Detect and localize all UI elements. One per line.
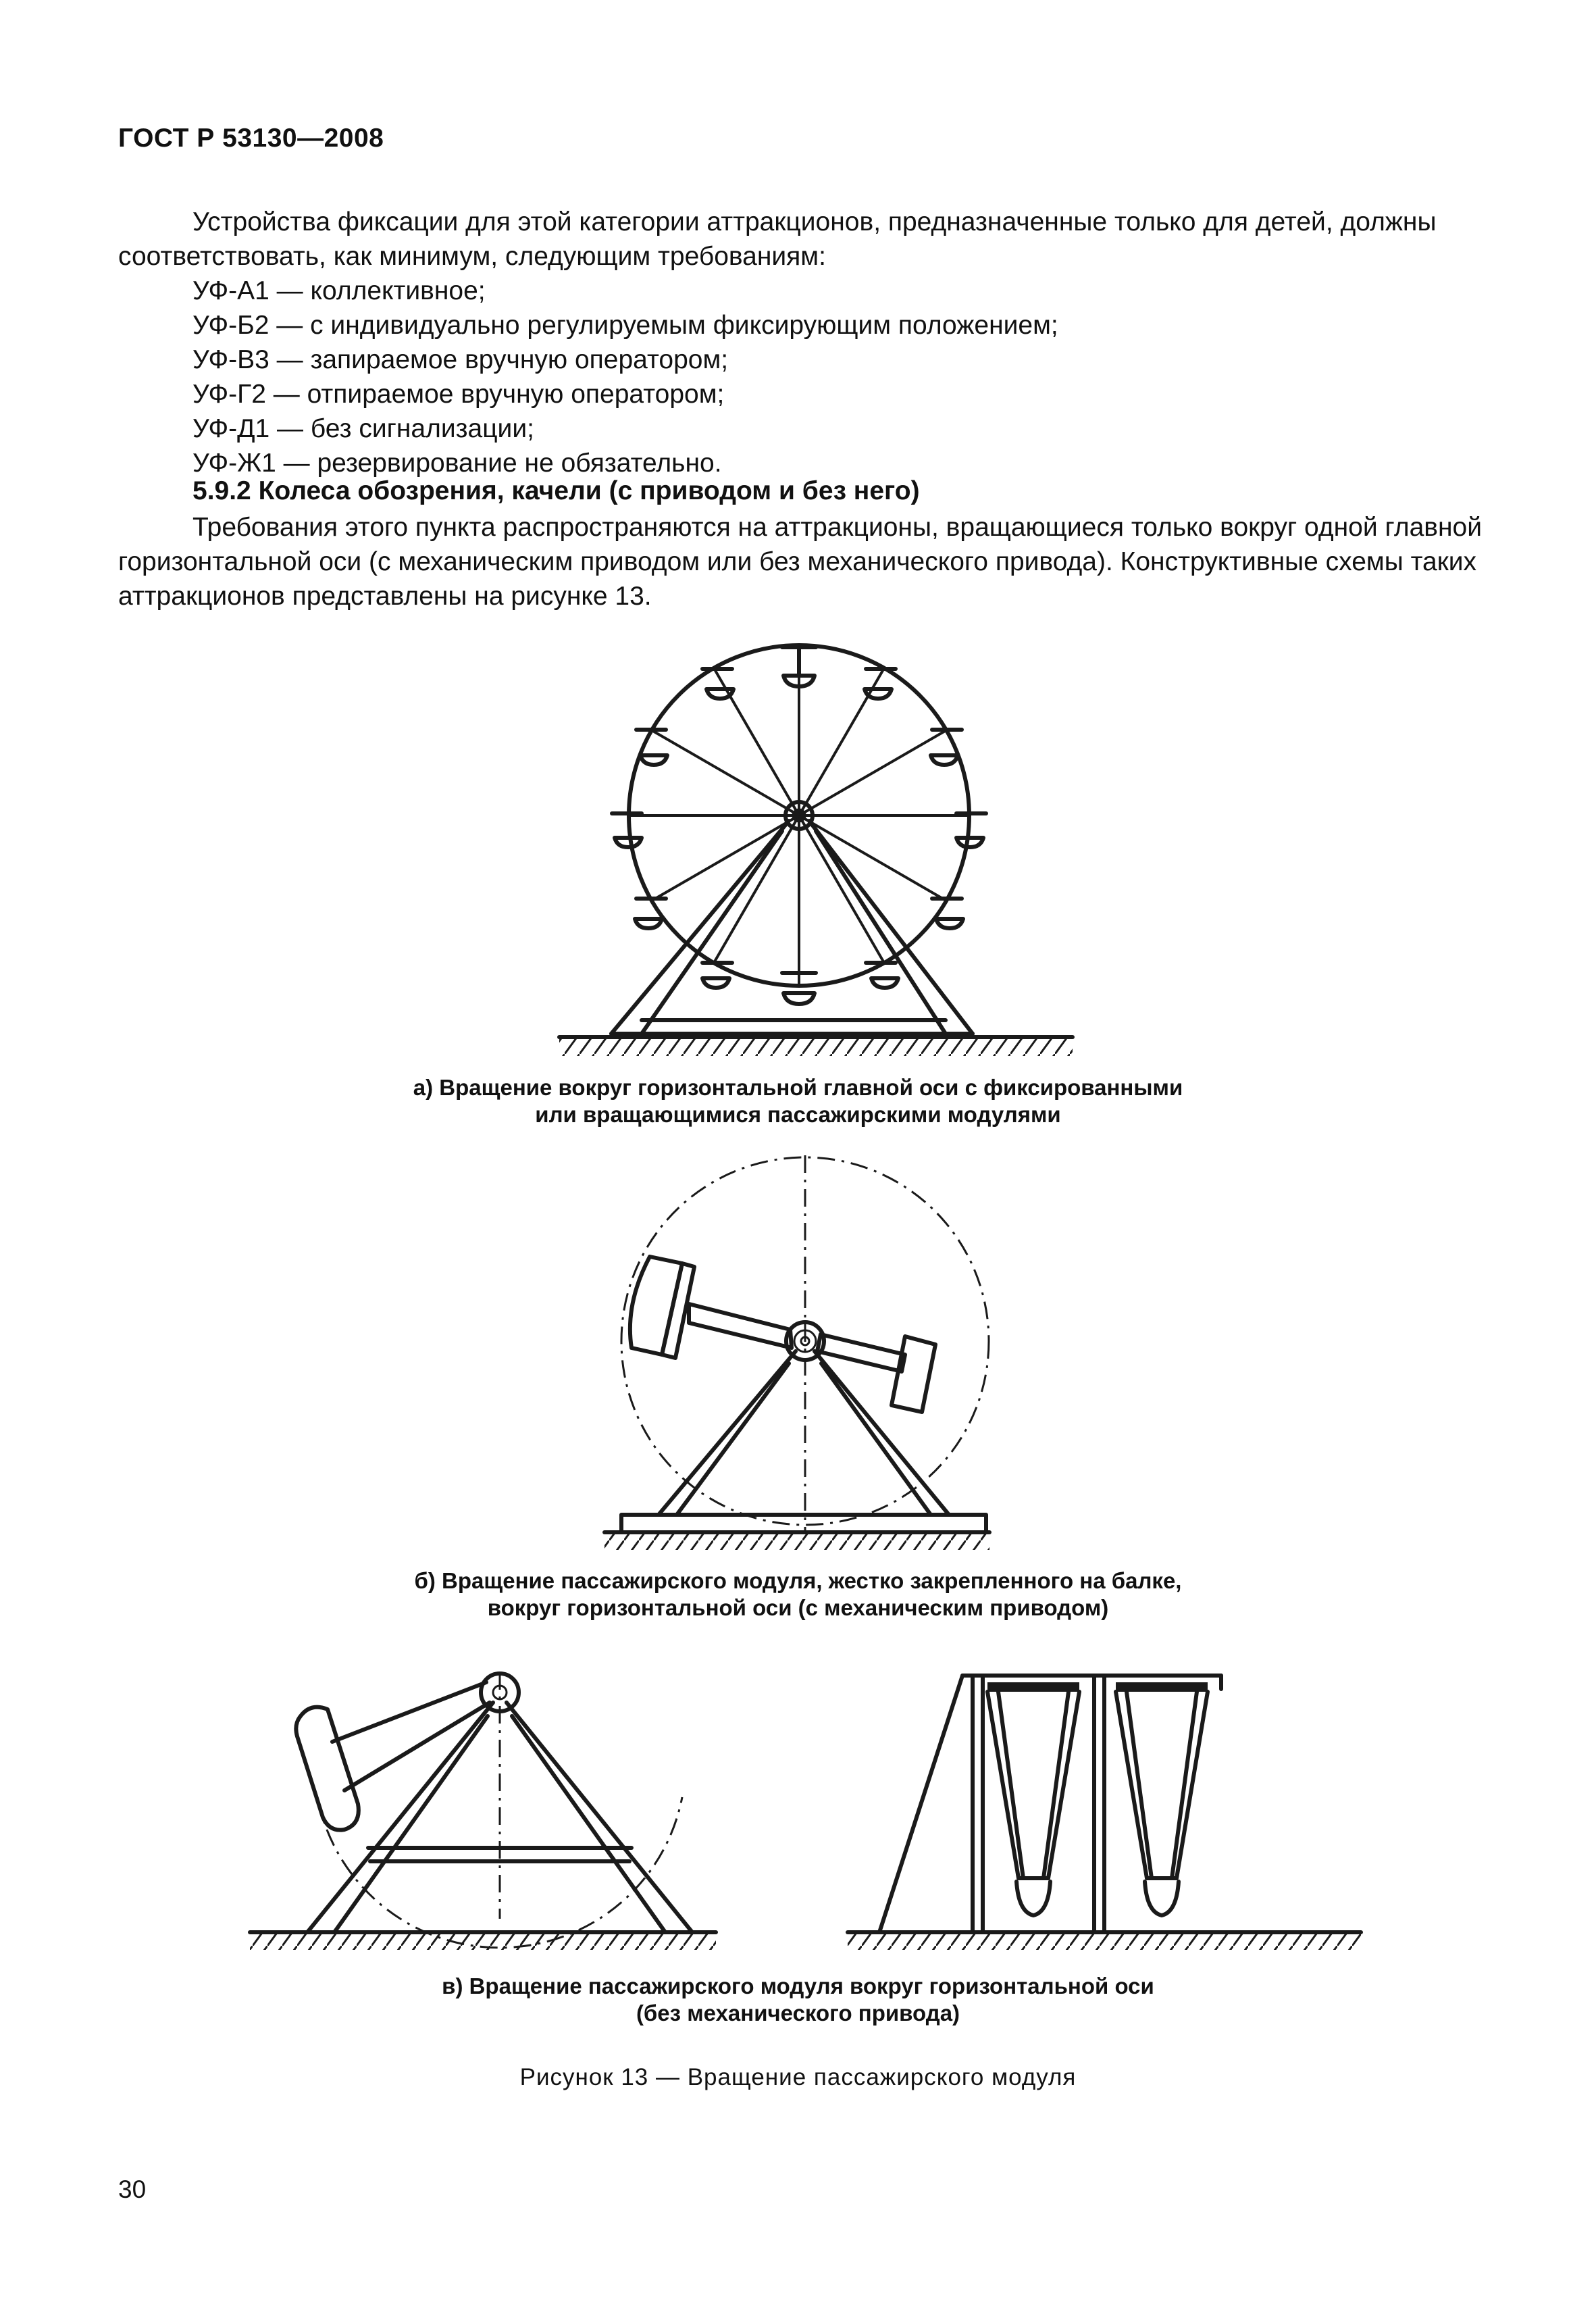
document-header: ГОСТ Р 53130—2008 xyxy=(118,124,384,153)
intro-paragraph: Устройства фиксации для этой категории аттракционов, предназначенные только для детей, должны соответствовать, как минимум, следующим требованиям: xyxy=(118,207,1437,271)
list-item: УФ-Б2 — с индивидуально регулируемым фиксирующим положением; xyxy=(192,311,1058,340)
figure-b-caption xyxy=(0,1567,1596,1621)
caption-line: в) Вращение пассажирского модуля вокруг горизонтальной оси xyxy=(442,1973,1154,1998)
figure-c-caption xyxy=(0,1973,1596,2027)
caption-line: б) Вращение пассажирского модуля, жестко закрепленного на балке, xyxy=(414,1568,1182,1593)
section-title: 5.9.2 Колеса обозрения, качели (с приводом и без него) xyxy=(192,476,920,505)
figure-a-ferris-wheel xyxy=(559,645,1073,1056)
list-item: УФ-В3 — запираемое вручную оператором; xyxy=(192,345,729,374)
list-item: УФ-Ж1 — резервирование не обязательно. xyxy=(192,449,722,478)
figure-c-swings xyxy=(250,1672,1361,1950)
figure-a-caption xyxy=(0,1074,1596,1128)
list-item: УФ-А1 — коллективное; xyxy=(192,276,486,305)
list-item: УФ-Д1 — без сигнализации; xyxy=(192,414,534,443)
caption-line: (без механического привода) xyxy=(636,2001,960,2026)
section-paragraph: Требования этого пункта распространяются на аттракционы, вращающиеся только вокруг одной главной горизонтальной оси (с механическим приводом или без механического привода). Конструктивные схемы таких аттракционов представлены на рисунке 13. xyxy=(118,513,1483,611)
page-number: 30 xyxy=(118,2175,147,2203)
figure-b-rotating-beam xyxy=(604,1155,989,1550)
caption-line: вокруг горизонтальной оси (с механическим приводом) xyxy=(487,1595,1109,1620)
figure-title: Рисунок 13 — Вращение пассажирского модуля xyxy=(519,2064,1077,2090)
list-item: УФ-Г2 — отпираемое вручную оператором; xyxy=(192,380,725,409)
caption-line: а) Вращение вокруг горизонтальной главной оси с фиксированными xyxy=(413,1075,1183,1100)
caption-line: или вращающимися пассажирскими модулями xyxy=(535,1102,1061,1127)
